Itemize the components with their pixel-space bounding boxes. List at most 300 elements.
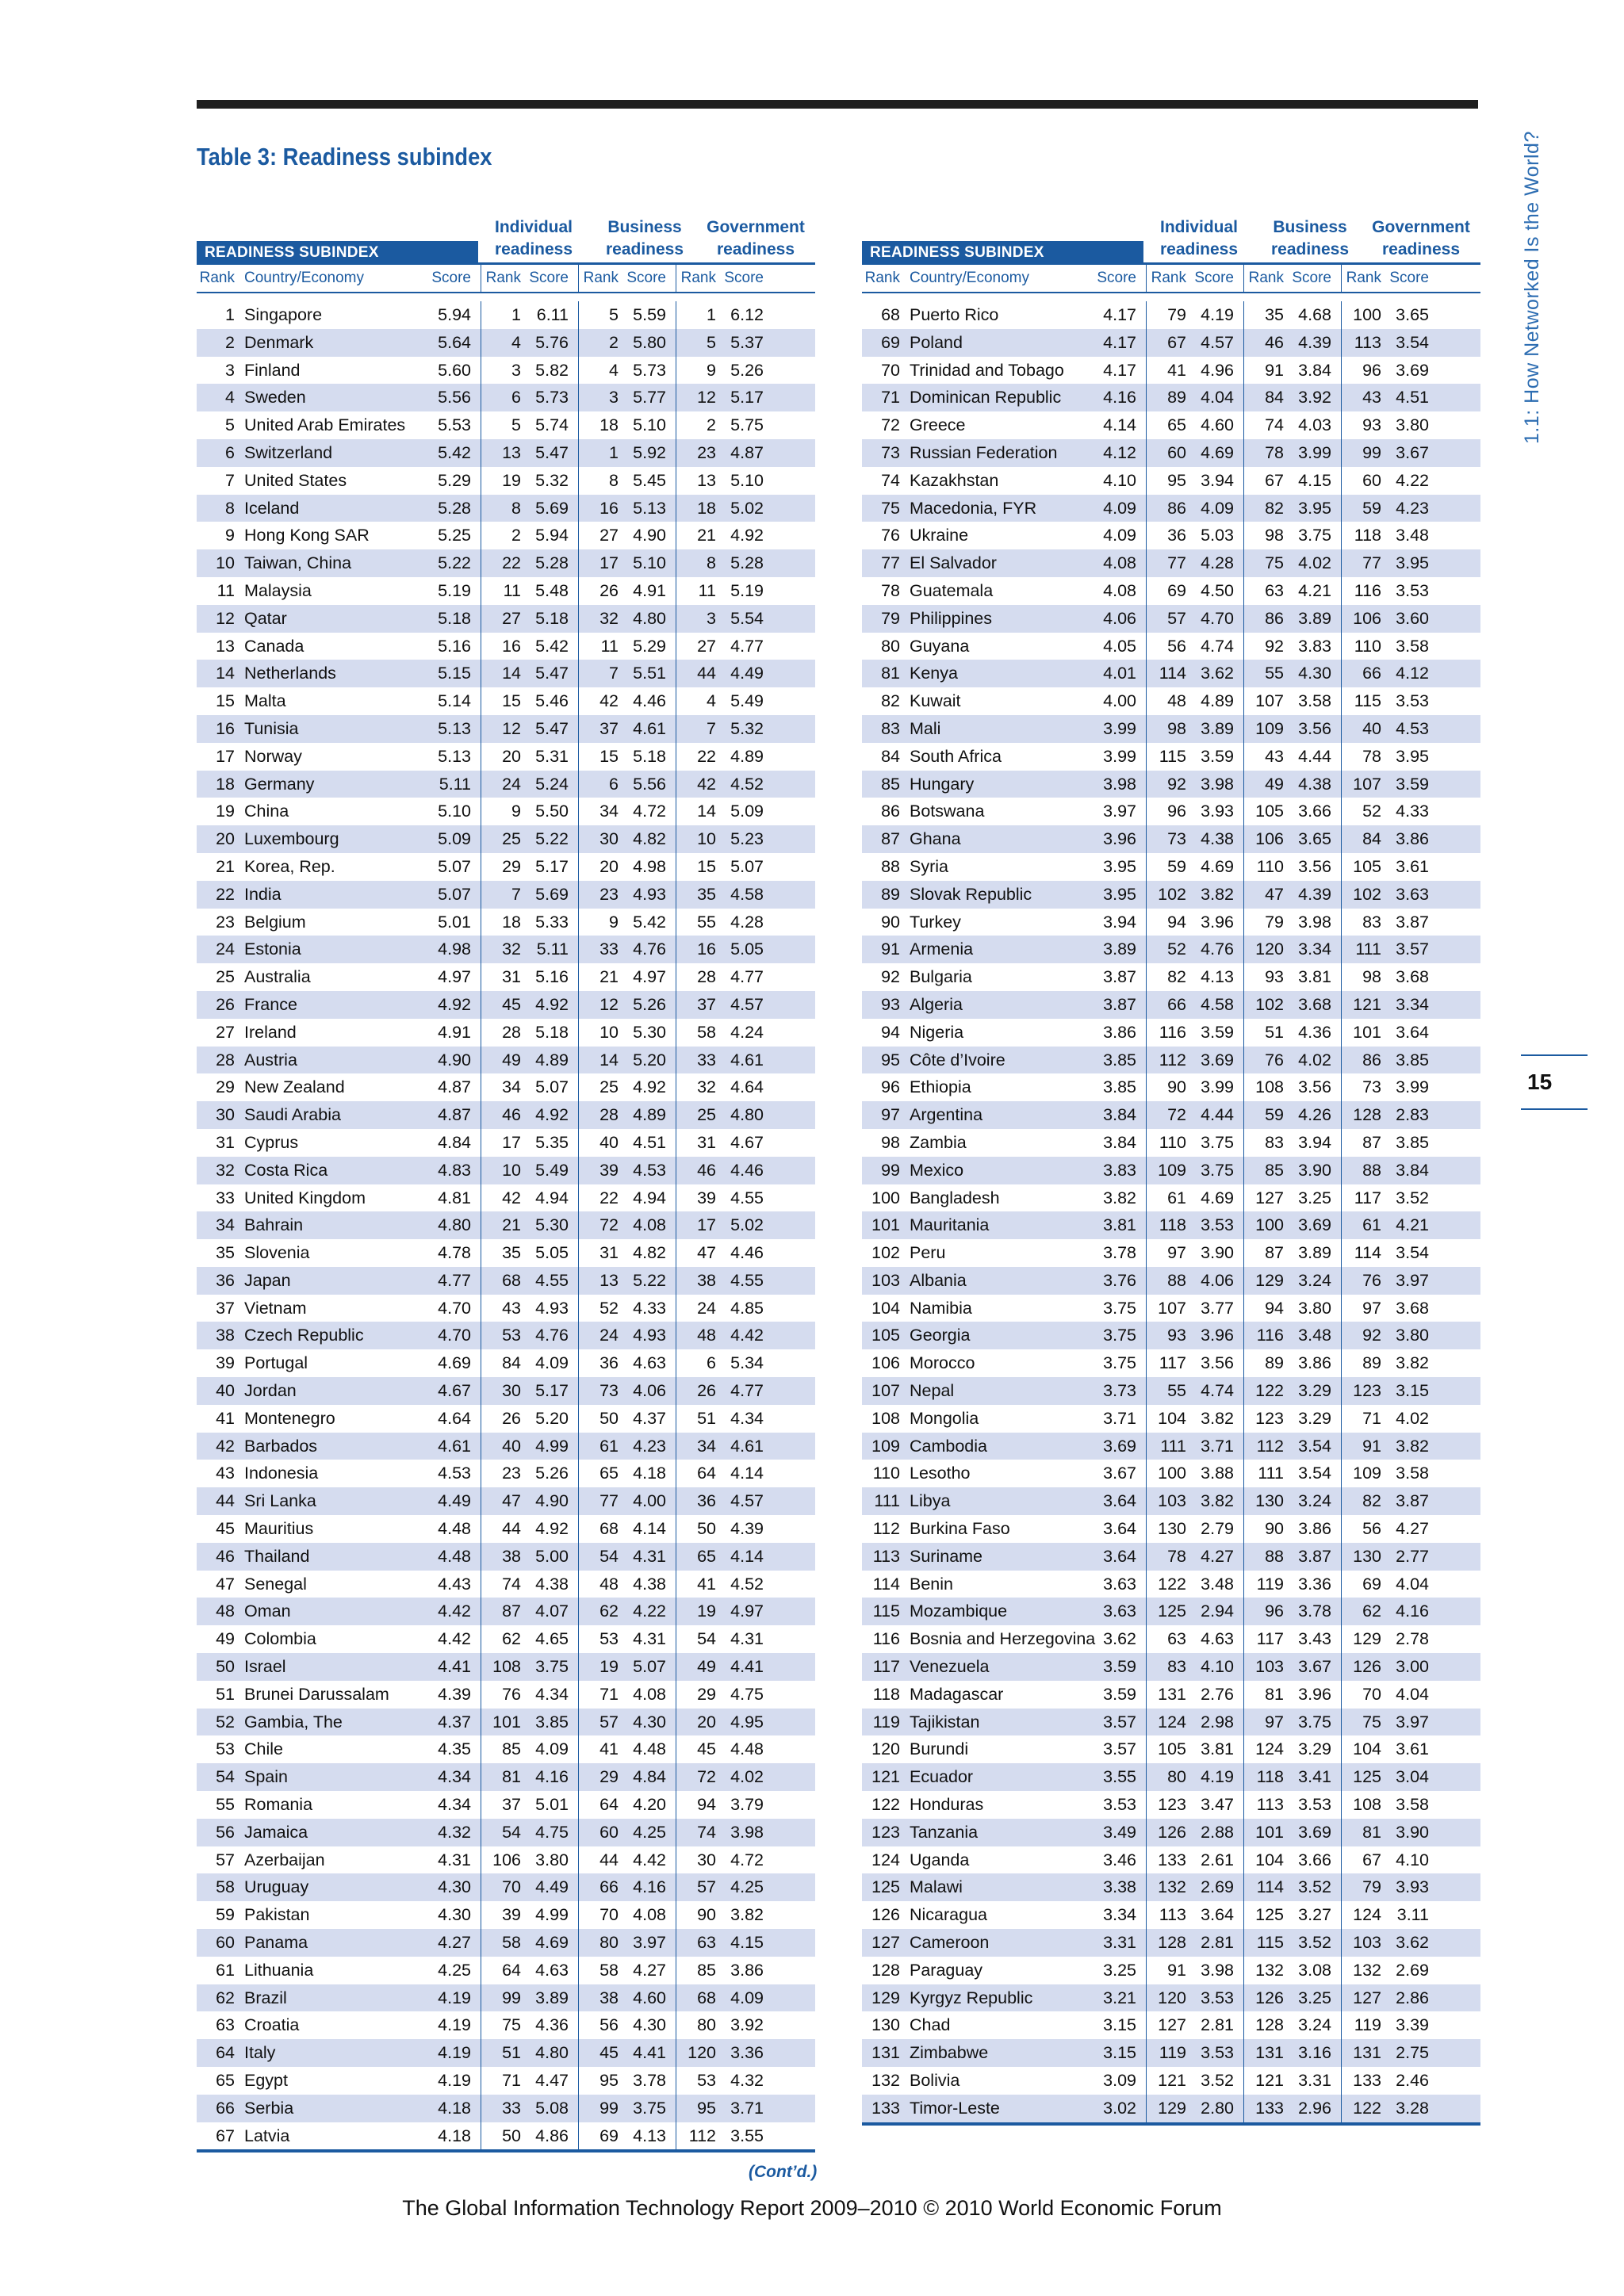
table-row	[197, 2095, 815, 2122]
table-row	[862, 633, 1480, 660]
cell-individual-rank: 67	[1146, 329, 1186, 357]
cell-business-rank: 87	[1243, 1239, 1284, 1267]
cell-country: Kazakhstan	[910, 470, 999, 490]
cell-government-score: 4.55	[730, 1270, 764, 1290]
cell-government-score: 3.54	[1396, 1243, 1429, 1263]
cell-business-score: 3.98	[1298, 912, 1331, 932]
cell-government-rank: 91	[1341, 1433, 1381, 1460]
cell-government-rank: 62	[1341, 1598, 1381, 1625]
table-row	[197, 1322, 815, 1349]
cell-individual-rank: 117	[1146, 1349, 1186, 1377]
cell-country: Thailand	[244, 1546, 310, 1566]
cell-individual-score: 3.75	[535, 1657, 569, 1677]
cell-government-rank: 33	[676, 1047, 716, 1074]
cell-score: 5.22	[438, 553, 471, 573]
cell-rank: 63	[216, 2015, 235, 2035]
cell-government-score: 3.86	[730, 1960, 764, 1980]
cell-individual-score: 4.99	[535, 1436, 569, 1456]
table-row	[197, 1984, 815, 2012]
cell-individual-rank: 81	[481, 1763, 521, 1791]
cell-government-score: 2.75	[1396, 2043, 1429, 2063]
cell-individual-rank: 82	[1146, 963, 1186, 991]
cell-individual-score: 5.22	[535, 829, 569, 849]
cell-score: 4.42	[438, 1629, 471, 1649]
cell-score: 5.09	[438, 829, 471, 849]
cell-score: 3.84	[1103, 1105, 1136, 1125]
cell-score: 4.18	[438, 2126, 471, 2145]
cell-score: 4.30	[438, 1905, 471, 1925]
cell-individual-score: 4.63	[535, 1960, 569, 1980]
cell-score: 3.86	[1103, 1022, 1136, 1042]
cell-business-rank: 12	[578, 991, 619, 1019]
cell-business-score: 3.24	[1298, 1491, 1331, 1511]
table-row	[862, 1295, 1480, 1322]
cell-score: 3.75	[1103, 1353, 1136, 1373]
cell-business-rank: 16	[578, 495, 619, 522]
cell-rank: 62	[216, 1988, 235, 2007]
cell-business-score: 3.75	[633, 2098, 666, 2118]
cell-score: 4.49	[438, 1491, 471, 1511]
cell-business-rank: 11	[578, 633, 619, 660]
cell-business-score: 3.66	[1298, 802, 1331, 821]
cell-government-score: 3.90	[1396, 1822, 1429, 1842]
table-row	[197, 1487, 815, 1515]
cell-country: Dominican Republic	[910, 388, 1062, 408]
cell-government-score: 4.77	[730, 1381, 764, 1401]
cell-government-score: 3.28	[1396, 2098, 1429, 2118]
table-row	[197, 1157, 815, 1184]
col-score: Score	[1097, 270, 1136, 286]
cell-government-score: 3.00	[1396, 1657, 1429, 1677]
cell-score: 4.09	[1103, 526, 1136, 545]
cell-country: Bahrain	[244, 1215, 304, 1235]
cell-rank: 51	[216, 1684, 235, 1704]
cell-business-score: 4.31	[633, 1629, 666, 1649]
cell-government-rank: 63	[676, 1929, 716, 1957]
table-row	[862, 1405, 1480, 1433]
cell-government-score: 4.57	[730, 994, 764, 1014]
table-header	[862, 214, 1480, 265]
table-row	[862, 2011, 1480, 2039]
cell-rank: 10	[216, 553, 235, 573]
cell-country: Brunei Darussalam	[244, 1684, 389, 1704]
cell-country: Latvia	[244, 2126, 290, 2145]
cell-rank: 9	[225, 526, 235, 545]
page-title: Table 3: Readiness subindex	[197, 143, 492, 170]
cell-business-rank: 96	[1243, 1598, 1284, 1625]
cell-score: 5.60	[438, 360, 471, 380]
cell-score: 3.57	[1103, 1739, 1136, 1759]
cell-rank: 25	[216, 967, 235, 987]
cell-business-rank: 70	[578, 1901, 619, 1929]
cell-rank: 57	[216, 1850, 235, 1869]
cell-rank: 98	[881, 1132, 900, 1152]
cell-individual-score: 3.96	[1201, 1326, 1234, 1345]
cell-government-rank: 41	[676, 1571, 716, 1598]
cell-score: 4.17	[1103, 332, 1136, 352]
cell-country: Ghana	[910, 829, 961, 849]
cell-rank: 8	[225, 498, 235, 518]
cell-individual-rank: 78	[1146, 1543, 1186, 1571]
cell-individual-rank: 40	[481, 1433, 521, 1460]
cell-government-score: 4.14	[730, 1546, 764, 1566]
cell-rank: 16	[216, 718, 235, 738]
table-row	[862, 853, 1480, 881]
cell-score: 4.87	[438, 1077, 471, 1097]
cell-government-rank: 18	[676, 495, 716, 522]
table-row	[862, 1515, 1480, 1543]
cell-business-score: 3.90	[1298, 1160, 1331, 1180]
cell-score: 3.59	[1103, 1684, 1136, 1704]
cell-country: Hungary	[910, 774, 975, 794]
cell-score: 5.18	[438, 608, 471, 628]
cell-government-score: 3.15	[1396, 1381, 1429, 1401]
col-business-score: Score	[1292, 270, 1331, 286]
cell-score: 4.34	[438, 1767, 471, 1787]
cell-business-score: 5.42	[633, 912, 666, 932]
top-rule	[197, 100, 1478, 109]
cell-individual-rank: 9	[481, 798, 521, 825]
cell-business-rank: 10	[578, 1019, 619, 1047]
cell-country: Korea, Rep.	[244, 856, 335, 876]
table-row	[862, 1377, 1480, 1405]
cell-business-rank: 92	[1243, 633, 1284, 660]
cell-individual-rank: 79	[1146, 301, 1186, 329]
cell-government-score: 4.02	[730, 1767, 764, 1787]
cell-business-rank: 48	[578, 1571, 619, 1598]
cell-rank: 1	[225, 305, 235, 324]
cell-country: Mozambique	[910, 1601, 1008, 1621]
cell-individual-score: 3.96	[1201, 912, 1234, 932]
cell-score: 4.37	[438, 1712, 471, 1732]
cell-rank: 53	[216, 1739, 235, 1759]
cell-business-rank: 103	[1243, 1653, 1284, 1681]
cell-individual-rank: 1	[481, 301, 521, 329]
cell-government-rank: 56	[1341, 1515, 1381, 1543]
cell-country: Trinidad and Tobago	[910, 360, 1064, 380]
cell-score: 5.14	[438, 691, 471, 711]
cell-business-score: 4.23	[633, 1436, 666, 1456]
cell-government-rank: 79	[1341, 1873, 1381, 1901]
cell-individual-rank: 21	[481, 1211, 521, 1239]
cell-rank: 105	[871, 1326, 900, 1345]
cell-score: 3.64	[1103, 1519, 1136, 1539]
cell-government-score: 4.28	[730, 912, 764, 932]
cell-country: Vietnam	[244, 1298, 307, 1318]
cell-rank: 97	[881, 1105, 900, 1125]
cell-rank: 114	[872, 1574, 900, 1594]
cell-business-score: 2.96	[1298, 2098, 1331, 2118]
cell-business-rank: 13	[578, 1267, 619, 1295]
cell-government-rank: 16	[676, 936, 716, 963]
cell-individual-rank: 4	[481, 329, 521, 357]
cell-business-rank: 117	[1243, 1625, 1284, 1653]
cell-individual-score: 3.59	[1201, 1022, 1234, 1042]
table-row	[197, 1681, 815, 1709]
cell-score: 3.53	[1103, 1795, 1136, 1815]
cell-country: Paraguay	[910, 1960, 983, 1980]
cell-country: New Zealand	[244, 1077, 345, 1097]
cell-business-score: 3.67	[1298, 1657, 1331, 1677]
cell-business-score: 3.53	[1298, 1795, 1331, 1815]
cell-rank: 111	[874, 1491, 900, 1511]
cell-government-score: 3.60	[1396, 608, 1429, 628]
cell-business-rank: 20	[578, 853, 619, 881]
cell-rank: 61	[216, 1960, 235, 1980]
cell-individual-rank: 106	[481, 1846, 521, 1874]
cell-score: 4.80	[438, 1215, 471, 1235]
cell-rank: 50	[216, 1657, 235, 1677]
cell-score: 3.85	[1103, 1050, 1136, 1070]
cell-rank: 14	[216, 664, 235, 683]
cell-score: 5.13	[438, 718, 471, 738]
cell-rank: 19	[216, 802, 235, 821]
cell-rank: 34	[216, 1215, 235, 1235]
cell-government-score: 3.52	[1396, 1188, 1429, 1207]
cell-individual-score: 4.38	[535, 1574, 569, 1594]
cell-individual-rank: 65	[1146, 411, 1186, 439]
cell-score: 4.06	[1103, 608, 1136, 628]
cell-rank: 54	[216, 1767, 235, 1787]
cell-government-score: 2.78	[1396, 1629, 1429, 1649]
cell-country: Georgia	[910, 1326, 971, 1345]
cell-business-score: 5.30	[633, 1022, 666, 1042]
cell-rank: 20	[216, 829, 235, 849]
cell-government-rank: 31	[676, 1129, 716, 1157]
cell-individual-score: 4.76	[1201, 939, 1234, 959]
page-number: 15	[1527, 1070, 1553, 1094]
cell-country: Germany	[244, 774, 315, 794]
cell-country: Serbia	[244, 2098, 294, 2118]
cell-rank: 55	[216, 1795, 235, 1815]
cell-country: Benin	[910, 1574, 953, 1594]
cell-individual-rank: 58	[481, 1929, 521, 1957]
table-row	[197, 439, 815, 467]
cell-business-score: 3.41	[1298, 1767, 1331, 1787]
table-row	[197, 549, 815, 577]
cell-country: Lithuania	[244, 1960, 314, 1980]
cell-business-rank: 122	[1243, 1377, 1284, 1405]
cell-rank: 48	[216, 1601, 235, 1621]
table-row	[197, 825, 815, 853]
cell-business-rank: 76	[1243, 1047, 1284, 1074]
cell-rank: 75	[881, 498, 900, 518]
cell-government-rank: 128	[1341, 1101, 1381, 1129]
table-row	[862, 687, 1480, 715]
cell-individual-score: 3.59	[1201, 746, 1234, 766]
cell-country: Mauritania	[910, 1215, 990, 1235]
cell-country: Guatemala	[910, 580, 994, 600]
cell-government-score: 5.28	[730, 553, 764, 573]
cell-score: 3.75	[1103, 1298, 1136, 1318]
cell-country: Zambia	[910, 1132, 967, 1152]
table-row	[197, 1571, 815, 1598]
cell-country: Sweden	[244, 388, 306, 408]
cell-rank: 85	[881, 774, 900, 794]
cell-business-score: 5.80	[633, 332, 666, 352]
cell-business-rank: 64	[578, 1791, 619, 1819]
cell-business-score: 3.68	[1298, 994, 1331, 1014]
cell-business-score: 4.21	[1298, 580, 1331, 600]
cell-individual-rank: 109	[1146, 1157, 1186, 1184]
cell-government-rank: 89	[1341, 1349, 1381, 1377]
cell-rank: 82	[881, 691, 900, 711]
cell-individual-score: 4.09	[1201, 498, 1234, 518]
cell-country: United States	[244, 470, 347, 490]
cell-government-rank: 116	[1341, 577, 1381, 605]
cell-business-rank: 91	[1243, 357, 1284, 385]
cell-government-score: 3.98	[730, 1822, 764, 1842]
cell-government-rank: 133	[1341, 2067, 1381, 2095]
cell-government-score: 3.61	[1396, 856, 1429, 876]
cell-government-score: 2.46	[1396, 2071, 1429, 2090]
cell-government-score: 5.34	[730, 1353, 764, 1373]
cell-business-score: 3.31	[1298, 2071, 1331, 2090]
cell-government-rank: 46	[676, 1157, 716, 1184]
cell-business-rank: 52	[578, 1295, 619, 1322]
cell-government-rank: 105	[1341, 853, 1381, 881]
cell-government-score: 3.65	[1396, 305, 1429, 324]
cell-rank: 56	[216, 1822, 235, 1842]
cell-government-score: 5.37	[730, 332, 764, 352]
cell-country: Iceland	[244, 498, 300, 518]
table-row	[197, 1846, 815, 1874]
cell-country: Nepal	[910, 1381, 955, 1401]
cell-individual-score: 5.00	[535, 1546, 569, 1566]
cell-government-rank: 131	[1341, 2039, 1381, 2067]
cell-country: Puerto Rico	[910, 305, 999, 324]
cell-government-rank: 93	[1341, 411, 1381, 439]
cell-business-rank: 81	[1243, 1681, 1284, 1709]
cell-business-score: 4.41	[633, 2043, 666, 2063]
cell-individual-score: 2.79	[1201, 1519, 1234, 1539]
cell-rank: 68	[881, 305, 900, 324]
cell-score: 4.08	[1103, 580, 1136, 600]
cell-government-rank: 72	[676, 1763, 716, 1791]
cell-government-rank: 47	[676, 1239, 716, 1267]
cell-business-score: 4.53	[633, 1160, 666, 1180]
cell-rank: 127	[871, 1933, 900, 1953]
cell-country: Singapore	[244, 305, 323, 324]
cell-individual-score: 4.47	[535, 2071, 569, 2090]
cell-individual-score: 3.47	[1201, 1795, 1234, 1815]
cell-country: Turkey	[910, 912, 961, 932]
table-row	[197, 1819, 815, 1846]
cell-rank: 115	[872, 1601, 900, 1621]
cell-rank: 72	[881, 415, 900, 435]
cell-business-score: 3.16	[1298, 2043, 1331, 2063]
cell-country: Morocco	[910, 1353, 975, 1373]
cell-individual-score: 3.98	[1201, 1960, 1234, 1980]
col-rank: Rank	[199, 270, 235, 286]
cell-score: 4.31	[438, 1850, 471, 1869]
cell-individual-score: 2.69	[1201, 1877, 1234, 1897]
cell-individual-score: 4.34	[535, 1684, 569, 1704]
cell-government-score: 4.22	[1396, 470, 1429, 490]
cell-rank: 31	[216, 1132, 235, 1152]
cell-individual-score: 3.53	[1201, 2043, 1234, 2063]
cell-business-rank: 67	[1243, 467, 1284, 495]
cell-individual-rank: 12	[481, 715, 521, 743]
cell-country: Armenia	[910, 939, 974, 959]
table-row	[197, 1239, 815, 1267]
cell-business-score: 4.61	[633, 718, 666, 738]
cell-business-rank: 26	[578, 577, 619, 605]
cell-business-rank: 115	[1243, 1929, 1284, 1957]
cell-individual-rank: 5	[481, 411, 521, 439]
cell-individual-rank: 72	[1146, 1101, 1186, 1129]
cell-business-score: 4.00	[633, 1491, 666, 1511]
cell-country: Timor-Leste	[910, 2098, 1000, 2118]
cell-business-rank: 14	[578, 1047, 619, 1074]
cell-business-score: 3.48	[1298, 1326, 1331, 1345]
cell-government-rank: 13	[676, 467, 716, 495]
cell-business-rank: 110	[1243, 853, 1284, 881]
cell-rank: 69	[881, 332, 900, 352]
cell-government-score: 3.97	[1396, 1712, 1429, 1732]
cell-individual-rank: 104	[1146, 1405, 1186, 1433]
cell-rank: 28	[216, 1050, 235, 1070]
cell-government-rank: 54	[676, 1625, 716, 1653]
cell-individual-rank: 44	[481, 1515, 521, 1543]
table-row	[197, 1267, 815, 1295]
cell-business-rank: 116	[1243, 1322, 1284, 1349]
cell-individual-rank: 7	[481, 881, 521, 909]
table-row	[862, 1625, 1480, 1653]
cell-country: Barbados	[244, 1436, 318, 1456]
cell-business-score: 3.66	[1298, 1850, 1331, 1869]
cell-individual-rank: 52	[1146, 936, 1186, 963]
cell-individual-score: 3.85	[535, 1712, 569, 1732]
table-row	[862, 825, 1480, 853]
cell-government-score: 3.53	[1396, 691, 1429, 711]
cell-government-score: 5.05	[730, 939, 764, 959]
cell-government-score: 5.07	[730, 856, 764, 876]
cell-government-score: 5.10	[730, 470, 764, 490]
cell-government-score: 4.02	[1396, 1408, 1429, 1428]
cell-business-rank: 97	[1243, 1709, 1284, 1736]
cell-individual-score: 4.89	[535, 1050, 569, 1070]
cell-individual-score: 4.09	[535, 1739, 569, 1759]
cell-individual-score: 3.82	[1201, 1408, 1234, 1428]
cell-business-score: 4.93	[633, 1326, 666, 1345]
cell-score: 3.96	[1103, 829, 1136, 849]
cell-individual-score: 5.28	[535, 553, 569, 573]
table-row	[197, 467, 815, 495]
cell-rank: 29	[216, 1077, 235, 1097]
cell-country: Portugal	[244, 1353, 308, 1373]
cell-country: Czech Republic	[244, 1326, 364, 1345]
table-row	[197, 909, 815, 936]
cell-business-score: 4.33	[633, 1298, 666, 1318]
cell-individual-score: 3.64	[1201, 1905, 1234, 1925]
cell-business-score: 3.65	[1298, 829, 1331, 849]
cell-business-score: 3.43	[1298, 1629, 1331, 1649]
cell-individual-score: 4.50	[1201, 580, 1234, 600]
table-row	[197, 963, 815, 991]
cell-government-score: 4.85	[730, 1298, 764, 1318]
cell-individual-rank: 75	[481, 2011, 521, 2039]
cell-score: 4.35	[438, 1739, 471, 1759]
cell-individual-rank: 101	[481, 1709, 521, 1736]
table-row	[197, 605, 815, 633]
cell-business-rank: 129	[1243, 1267, 1284, 1295]
cell-country: China	[244, 802, 289, 821]
cell-individual-rank: 16	[481, 633, 521, 660]
cell-business-rank: 39	[578, 1157, 619, 1184]
cell-individual-score: 4.55	[535, 1270, 569, 1290]
cell-business-score: 3.75	[1298, 526, 1331, 545]
